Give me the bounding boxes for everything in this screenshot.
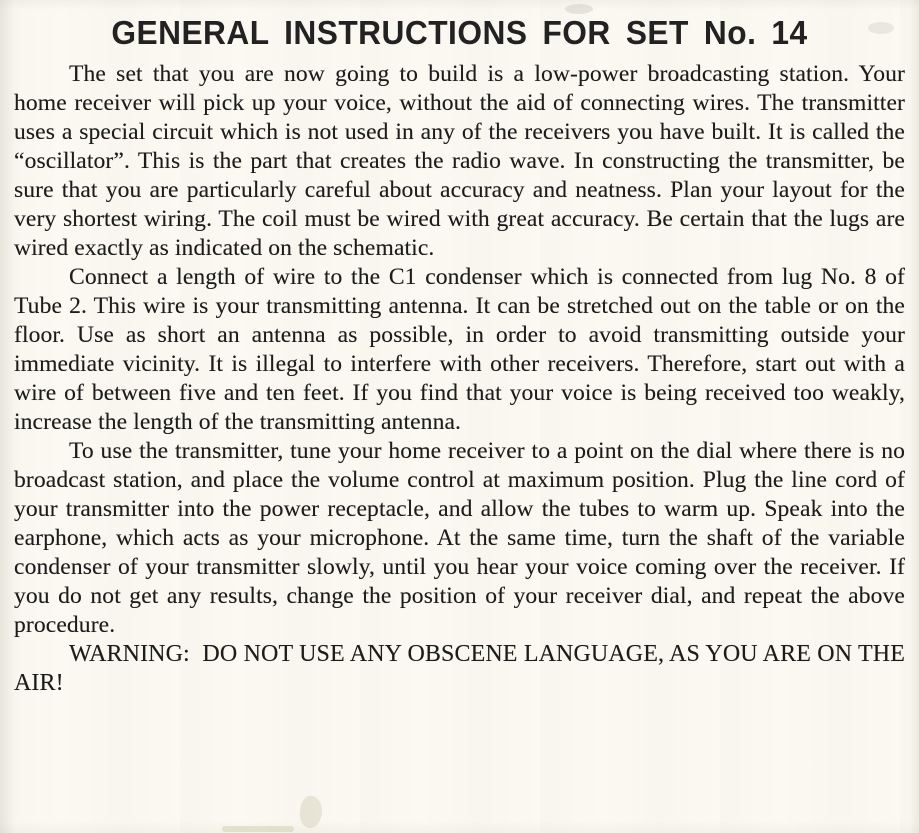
scan-tick xyxy=(222,826,294,832)
document-body xyxy=(0,60,919,698)
paragraph-intro: The set that you are now going to build is a low-power broadcasting station. Your home receiver will pick up your voice, without the aid of connecting wires. The transmitter uses a special circuit which is not used in any of the receivers you have built. It is called the “oscillator”. This is the part that creates the radio wave. In constructing the transmitter, be sure that you are particularly careful about accuracy and neatness. Plan your layout for the very shortest wiring. The coil must be wired with great accuracy. Be certain that the lugs are wired exactly as indicated on the schematic. xyxy=(14,61,905,261)
warning-text: WARNING: DO NOT USE ANY OBSCENE LANGUAGE, AS YOU ARE ON THE AIR! xyxy=(14,641,905,696)
paragraph-antenna: Connect a length of wire to the C1 condenser which is connected from lug No. 8 of Tube 2. This wire is your transmitting antenna. It can be stretched out on the table or on the floor. Use as short an antenna as possible, in order to avoid transmitting outside your immediate vicinity. It is illegal to interfere with other receivers. Therefore, start out with a wire of between five and ten feet. If you find that your voice is being received too weakly, increase the length of the transmitting antenna. xyxy=(14,264,905,435)
scan-smudge xyxy=(298,795,324,829)
paragraph-operation: To use the transmitter, tune your home receiver to a point on the dial where there is no broadcast station, and place the volume control at maximum position. Plug the line cord of your transmitter into the power receptacle, and allow the tubes to warm up. Speak into the earphone, which acts as your microphone. At the same time, turn the shaft of the variable condenser of your transmitter slowly, until you hear your voice coming over the receiver. If you do not get any results, change the position of your receiver dial, and repeat the above procedure. xyxy=(14,438,905,638)
page-title: GENERAL INSTRUCTIONS FOR SET No. 14 xyxy=(111,14,808,51)
